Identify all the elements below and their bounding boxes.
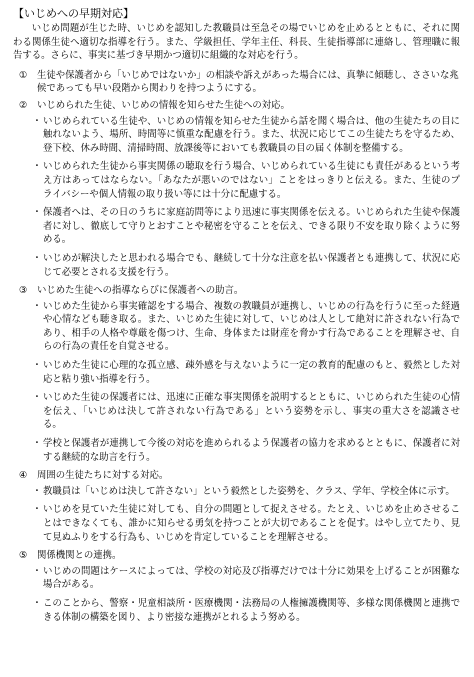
list-item xyxy=(31,300,460,354)
section-heading-text: 周囲の生徒たちに対する対応。 xyxy=(37,470,169,482)
bullet-marker: ・ xyxy=(32,392,42,404)
bullet-marker: ・ xyxy=(32,504,42,516)
section-4-heading xyxy=(19,469,460,483)
document-title: 【いじめへの早期対応】 xyxy=(13,7,134,20)
list-item-text: いじめられている生徒や、いじめの情報を知らせた生徒から話を聞く場合は、他の生徒たちの目に触れないよう、場所、時間等に慎重な配慮を行う。また、状況に応じてこの生徒たちを守るため、登下校、休み時間、清掃時間、放課後等においても教職員の目の届く体制を整備する。 xyxy=(43,115,460,154)
bullet-marker: ・ xyxy=(32,252,42,264)
section-2-heading xyxy=(19,99,460,113)
bullet-marker: ・ xyxy=(32,485,42,497)
list-item xyxy=(31,391,460,432)
section-2 xyxy=(13,99,460,279)
section-4 xyxy=(13,469,460,544)
section-3-heading xyxy=(19,284,460,298)
list-item xyxy=(31,597,460,624)
section-1-heading xyxy=(19,69,460,96)
list-item-text: このことから、警察・児童相談所・医療機関・法務局の人権擁護機関等、多様な関係機関と連携できる体制の構築を図り、より密接な連携がとれるよう努める。 xyxy=(43,597,460,623)
list-item-text: 保護者へは、その日のうちに家庭訪問等により迅速に事実関係を伝える。いじめられた生徒や保護者に対し、徹底して守りとおすことや秘密を守ることを伝え、できる限り不安を取り除くように努める。 xyxy=(43,207,460,246)
section-5-heading xyxy=(19,549,460,563)
bullet-marker: ・ xyxy=(32,300,42,312)
bullet-marker: ・ xyxy=(32,115,42,127)
list-item-text: いじめを見ていた生徒に対しても、自分の問題として捉えさせる。たとえ、いじめを止めさせることはできなくても、誰かに知らせる勇気を持つことが大切であることを促す。はやし立てたり、見て見ぬふりをする行為も、いじめを肯定していることを理解させる。 xyxy=(43,504,460,543)
list-item xyxy=(31,503,460,544)
bullet-marker: ・ xyxy=(32,597,42,609)
list-item-text: いじめた生徒から事実確認をする場合、複数の教職員が連携し、いじめの行為を行うに至った経過や心情なども聴き取る。また、いじめた生徒に対して、いじめは人として絶対に許されない行為であり、相手の人格や尊厳を傷つけ、生命、身体または財産を脅かす行為であることを理解させ、自らの行為の責任を自覚させる。 xyxy=(43,300,460,353)
bullet-marker: ・ xyxy=(32,565,42,577)
bullet-marker: ・ xyxy=(32,360,42,372)
list-item xyxy=(31,160,460,201)
section-4-body xyxy=(31,485,460,544)
list-item-text: いじめた生徒の保護者には、迅速に正確な事実関係を説明するとともに、いじめられた生徒の心情を伝え、「いじめは決して許されない行為である」という姿勢を示し、事実の重大さを認識させる。 xyxy=(43,392,460,431)
section-5-body xyxy=(31,565,460,624)
section-heading-text: いじめられた生徒、いじめの情報を知らせた生徒への対応。 xyxy=(37,99,290,111)
section-number: ② xyxy=(19,99,28,111)
intro-paragraph: いじめ問題が生じた時、いじめを認知した教職員は至急その場でいじめを止めるとともに、それに関わる関係生徒へ適切な指導を行う。また、学級担任、学年主任、科長、生徒指導部に連絡し、管理職に報告する。さらに、事実に基づき早期かつ適切に組織的な対応を行う。 xyxy=(13,23,460,62)
list-item-text: 教職員は「いじめは決して許さない」という毅然とした姿勢を、クラス、学年、学校全体に示す。 xyxy=(43,485,455,497)
section-heading-text: 生徒や保護者から「いじめではないか」の相談や訴えがあった場合には、真摯に傾聴し、ささいな兆候であっても早い段階から関わりを持つようにする。 xyxy=(37,69,459,95)
bullet-marker: ・ xyxy=(32,161,42,173)
bullet-marker: ・ xyxy=(32,207,42,219)
list-item xyxy=(31,359,460,386)
section-number: ③ xyxy=(19,285,28,297)
list-item xyxy=(31,115,460,156)
section-2-body xyxy=(31,115,460,280)
list-item-text: いじめた生徒に心理的な孤立感、疎外感を与えないように一定の教育的配慮のもと、毅然とした対応と粘り強い指導を行う。 xyxy=(43,360,460,385)
list-item xyxy=(31,206,460,247)
section-heading-text: 関係機関との連携。 xyxy=(37,550,122,562)
section-3-body xyxy=(31,300,460,465)
list-item-text: いじめが解決したと思われる場合でも、継続して十分な注意を払い保護者とも連携して、状況に応じて必要とされる支援を行う。 xyxy=(43,252,460,278)
list-item xyxy=(31,252,460,279)
section-1 xyxy=(13,69,460,96)
list-item-text: いじめられた生徒から事実関係の聴取を行う場合、いじめられている生徒にも責任があるという考え方はあってはならない。「あなたが悪いのではない」ことをはっきりと伝える。また、生徒のプライバシーや個人情報の取り扱い等には十分に配慮する。 xyxy=(43,161,460,200)
section-number: ④ xyxy=(19,470,28,482)
section-number: ① xyxy=(19,69,28,81)
list-item xyxy=(31,565,460,592)
list-item xyxy=(31,437,460,464)
section-3 xyxy=(13,284,460,464)
bullet-marker: ・ xyxy=(32,438,42,450)
list-item xyxy=(31,485,460,499)
list-item-text: いじめの問題はケースによっては、学校の対応及び指導だけでは十分に効果を上げることが困難な場合がある。 xyxy=(43,565,460,591)
section-number: ⑤ xyxy=(19,550,28,562)
section-heading-text: いじめた生徒への指導ならびに保護者への助言。 xyxy=(37,285,244,297)
list-item-text: 学校と保護者が連携して今後の対応を進められるよう保護者の協力を求めるとともに、保護者に対する継続的な助言を行う。 xyxy=(43,438,460,463)
section-5 xyxy=(13,549,460,624)
